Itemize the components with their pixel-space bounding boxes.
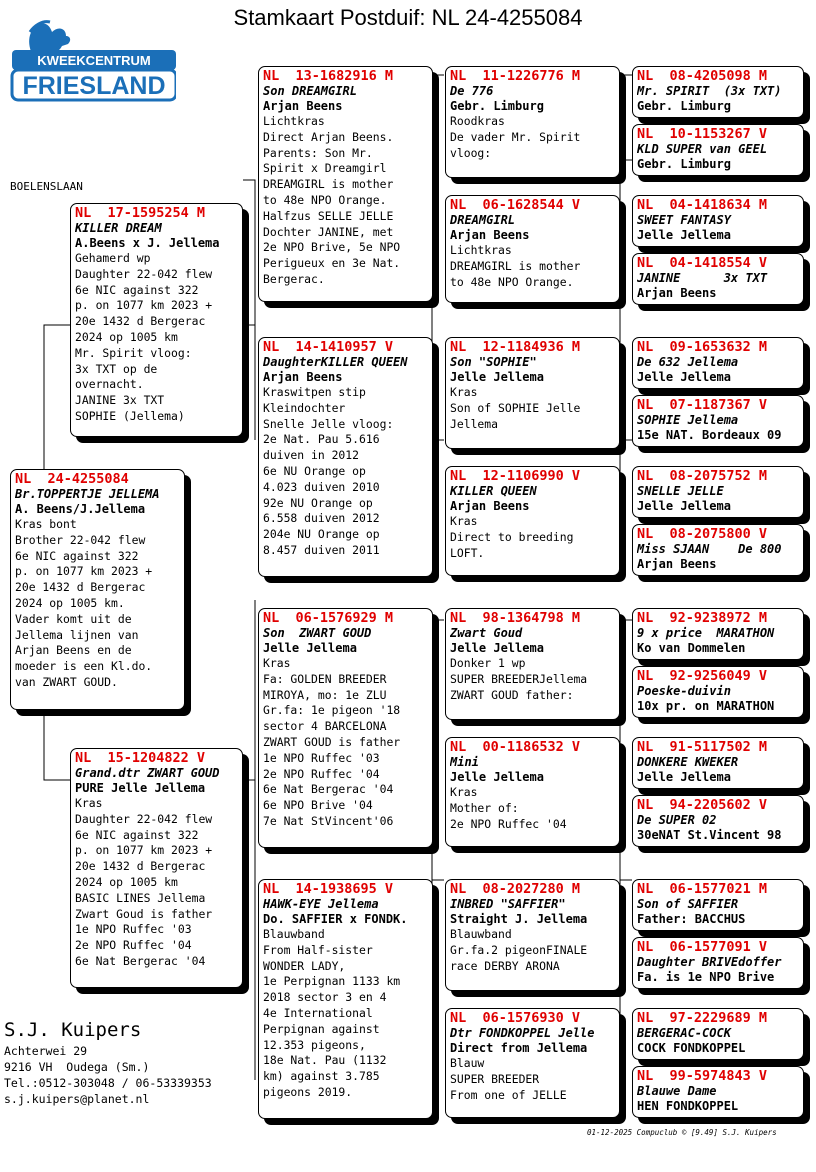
- breeder: Arjan Beens: [637, 286, 717, 300]
- pigeon-name: Br.TOPPERTJE JELLEMA: [15, 487, 160, 501]
- info-line: Blauw: [450, 1056, 485, 1070]
- pigeon-name: INBRED "SAFFIER": [450, 897, 566, 911]
- ring-number: NL 92-9238972 M: [637, 610, 768, 626]
- pedigree-card-g5-5: [632, 337, 804, 389]
- breeder: Fa. is 1e NPO Brive: [637, 970, 775, 984]
- info-line: 7e Nat StVincent'06: [263, 813, 394, 828]
- ring-number: NL 08-2075752 M: [637, 468, 768, 484]
- info-line: ZWART GOUD is father: [263, 734, 401, 749]
- pedigree-card-g5-3: [632, 195, 804, 247]
- breeder: Direct from Jellema: [450, 1041, 588, 1055]
- info-line: DREAMGIRL is mother: [450, 258, 581, 273]
- info-line: Direct Arjan Beens.: [263, 129, 394, 144]
- owner-phone: Tel.:0512-303048 / 06-53339353: [4, 1076, 212, 1090]
- pigeon-name: De SUPER 02: [637, 813, 717, 827]
- info-line: 2e NPO Ruffec '04: [263, 766, 380, 781]
- ring-number: NL 08-2027280 M: [450, 881, 581, 897]
- pigeon-name: Blauwe Dame: [637, 1084, 717, 1098]
- ring-number: NL 06-1577021 M: [637, 881, 768, 897]
- info-line: DREAMGIRL is mother: [263, 177, 394, 192]
- info-line: 1e NPO Ruffec '03: [75, 922, 192, 937]
- pigeon-name: Son DREAMGIRL: [263, 84, 357, 98]
- info-line: Kras: [450, 385, 478, 399]
- info-line: vloog:: [450, 145, 492, 160]
- pigeon-name: KILLER DREAM: [75, 221, 162, 235]
- pedigree-card-g5-10: [632, 666, 804, 718]
- ring-number: NL 15-1204822 V: [75, 750, 206, 766]
- info-line: Daughter 22-042 flew: [75, 266, 213, 281]
- footer-credit: 01-12-2025 Compuclub © [9.49] S.J. Kuipers: [587, 1128, 777, 1137]
- info-line: 20e 1432 d Bergerac: [75, 859, 206, 874]
- info-line: pigeons 2019.: [263, 1084, 353, 1099]
- breeder: Gebr. Limburg: [637, 99, 731, 113]
- info-line: Parents: Son Mr.: [263, 145, 373, 160]
- info-line: 6e Nat Bergerac '04: [75, 953, 206, 968]
- info-line: overnacht.: [75, 377, 144, 392]
- info-line: duiven in 2012: [263, 448, 360, 463]
- breeder: Jelle Jellema: [637, 770, 731, 784]
- info-line: Perpignan against: [263, 1021, 380, 1036]
- ring-number: NL 11-1226776 M: [450, 68, 581, 84]
- info-line: 6e NU Orange op: [263, 463, 366, 478]
- info-line: 2024 op 1005 km: [75, 329, 178, 344]
- info-line: Mother of:: [450, 800, 519, 815]
- pedigree-card-g5-16: [632, 1066, 804, 1118]
- info-line: SUPER BREEDERJellema: [450, 671, 588, 686]
- info-line: Direct to breeding: [450, 529, 574, 544]
- breeder: Arjan Beens: [450, 228, 530, 242]
- info-line: LOFT.: [450, 545, 485, 560]
- info-line: p. on 1077 km 2023 +: [75, 843, 213, 858]
- ring-number: NL 04-1418634 M: [637, 197, 768, 213]
- breeder: A. Beens/J.Jellema: [15, 502, 146, 516]
- pedigree-card-sds: [445, 337, 620, 449]
- ring-number: NL 92-9256049 V: [637, 668, 768, 684]
- info-line: 2024 op 1005 km.: [15, 595, 125, 610]
- pedigree-card-g5-6: [632, 395, 804, 447]
- ring-number: NL 04-1418554 V: [637, 255, 768, 271]
- info-line: 1e NPO Ruffec '03: [263, 750, 380, 765]
- info-line: ZWART GOUD father:: [450, 687, 574, 702]
- breeder: Do. SAFFIER x FONDK.: [263, 912, 408, 926]
- info-line: From one of JELLE: [450, 1087, 567, 1102]
- owner-email: s.j.kuipers@planet.nl: [4, 1092, 150, 1106]
- info-line: Kras bont: [15, 517, 77, 531]
- pedigree-card-g5-9: [632, 608, 804, 660]
- info-line: 6e Nat Bergerac '04: [263, 782, 394, 797]
- pedigree-card-dam: [70, 748, 243, 988]
- info-line: From Half-sister: [263, 942, 373, 957]
- pedigree-card-subject: [10, 469, 185, 710]
- info-line: 2024 op 1005 km: [75, 874, 178, 889]
- info-line: Blauwband: [263, 927, 325, 941]
- info-line: Lichtkras: [263, 114, 325, 128]
- info-line: sector 4 BARCELONA: [263, 719, 387, 734]
- breeder: Jelle Jellema: [263, 641, 357, 655]
- pedigree-card-g5-1: [632, 66, 804, 118]
- breeder: Jelle Jellema: [637, 228, 731, 242]
- info-line: Roodkras: [450, 114, 505, 128]
- info-line: 2e NPO Ruffec '04: [75, 938, 192, 953]
- pedigree-card-ddd: [445, 1008, 620, 1118]
- pigeon-name: De 632 Jellema: [637, 355, 739, 369]
- pedigree-card-g5-14: [632, 937, 804, 989]
- info-line: SOPHIE (Jellema): [75, 408, 185, 423]
- pedigree-card-sire-dam: [258, 337, 433, 577]
- pedigree-card-g5-12: [632, 795, 804, 847]
- ring-number: NL 08-2075800 V: [637, 526, 768, 542]
- pigeon-name: DONKERE KWEKER: [637, 755, 739, 769]
- breeder: 15e NAT. Bordeaux 09: [637, 428, 782, 442]
- info-line: BASIC LINES Jellema: [75, 890, 206, 905]
- ring-number: NL 14-1410957 V: [263, 339, 394, 355]
- info-line: Brother 22-042 flew: [15, 532, 146, 547]
- info-line: Halfzus SELLE JELLE: [263, 208, 394, 223]
- breeder: Gebr. Limburg: [637, 157, 731, 171]
- breeder: HEN FONDKOPPEL: [637, 1099, 739, 1113]
- ring-number: NL 07-1187367 V: [637, 397, 768, 413]
- info-line: Spirit x Dreamgirl: [263, 161, 387, 176]
- info-line: Zwart Goud is father: [75, 906, 213, 921]
- info-line: WONDER LADY,: [263, 958, 346, 973]
- info-line: 18e Nat. Pau (1132: [263, 1053, 387, 1068]
- info-line: 2e NPO Ruffec '04: [450, 816, 567, 831]
- info-line: 2e NPO Brive, 5e NPO: [263, 240, 401, 255]
- pigeon-name: HAWK-EYE Jellema: [263, 897, 379, 911]
- breeder: 10x pr. on MARATHON: [637, 699, 775, 713]
- info-line: 3x TXT op de: [75, 361, 158, 376]
- info-line: 8.457 duiven 2011: [263, 542, 380, 557]
- ring-number: NL 91-5117502 M: [637, 739, 768, 755]
- info-line: 2018 sector 3 en 4: [263, 990, 387, 1005]
- breeder: Jelle Jellema: [637, 370, 731, 384]
- pigeon-name: SWEET FANTASY: [637, 213, 731, 227]
- pigeon-name: Dtr FONDKOPPEL Jelle: [450, 1026, 595, 1040]
- info-line: 6.558 duiven 2012: [263, 511, 380, 526]
- info-line: Arjan Beens en de: [15, 643, 132, 658]
- pedigree-card-dam-dam: [258, 879, 433, 1119]
- breeder: Ko van Dommelen: [637, 641, 746, 655]
- info-line: Kras: [450, 785, 478, 799]
- info-line: Kras: [75, 796, 103, 810]
- pedigree-card-g5-13: [632, 879, 804, 931]
- info-line: SUPER BREEDER: [450, 1071, 540, 1086]
- owner-city: 9216 VH Oudega (Sm.): [4, 1060, 150, 1074]
- breeder: Jelle Jellema: [450, 770, 544, 784]
- info-line: Gr.fa: 1e pigeon '18: [263, 703, 401, 718]
- info-line: 6e NPO Brive '04: [263, 798, 373, 813]
- pedigree-card-sdd: [445, 466, 620, 576]
- breeder: Jelle Jellema: [450, 370, 544, 384]
- pigeon-name: Zwart Goud: [450, 626, 523, 640]
- info-line: 4e International: [263, 1005, 373, 1020]
- pigeon-name: SOPHIE Jellema: [637, 413, 739, 427]
- breeder: Arjan Beens: [263, 99, 343, 113]
- pedigree-card-sire-sire: [258, 66, 433, 302]
- ring-number: NL 08-4205098 M: [637, 68, 768, 84]
- info-line: moeder is een Kl.do.: [15, 659, 153, 674]
- info-line: van ZWART GOUD.: [15, 674, 118, 689]
- info-line: Dochter JANINE, met: [263, 224, 394, 239]
- info-line: 6e NIC against 322: [75, 827, 199, 842]
- info-line: MIROYA, mo: 1e ZLU: [263, 687, 387, 702]
- ring-number: NL 06-1576930 V: [450, 1010, 581, 1026]
- info-line: Donker 1 wp: [450, 656, 526, 670]
- info-line: JANINE 3x TXT: [75, 393, 165, 408]
- breeder: Arjan Beens: [637, 557, 717, 571]
- info-line: 20e 1432 d Bergerac: [15, 580, 146, 595]
- pigeon-name: KILLER QUEEN: [450, 484, 537, 498]
- pedigree-card-dds: [445, 879, 620, 991]
- ring-number: NL 14-1938695 V: [263, 881, 394, 897]
- ring-number: NL 97-2229689 M: [637, 1010, 768, 1026]
- pigeon-name: SNELLE JELLE: [637, 484, 724, 498]
- info-line: Blauwband: [450, 927, 512, 941]
- info-line: Mr. Spirit vloog:: [75, 345, 192, 360]
- info-line: Jellema lijnen van: [15, 627, 139, 642]
- info-line: Son of SOPHIE Jelle: [450, 400, 581, 415]
- pedigree-card-sire: [70, 203, 243, 437]
- pigeon-name: Grand.dtr ZWART GOUD: [75, 766, 220, 780]
- breeder: 30eNAT St.Vincent 98: [637, 828, 782, 842]
- pedigree-card-g5-8: [632, 524, 804, 576]
- breeder: Father: BACCHUS: [637, 912, 746, 926]
- info-line: Kraswitpen stip: [263, 385, 366, 399]
- pedigree-card-sss: [445, 66, 620, 178]
- ring-number: NL 98-1364798 M: [450, 610, 581, 626]
- pedigree-card-dss: [445, 608, 620, 720]
- info-line: 92e NU Orange op: [263, 495, 373, 510]
- ring-number: NL 12-1184936 M: [450, 339, 581, 355]
- pigeon-name: DREAMGIRL: [450, 213, 516, 227]
- info-line: Kras: [450, 514, 478, 528]
- ring-number: NL 17-1595254 M: [75, 205, 206, 221]
- info-line: Gr.fa.2 pigeonFINALE: [450, 942, 588, 957]
- loft-name: BOELENSLAAN: [10, 180, 83, 193]
- pigeon-name: Son "SOPHIE": [450, 355, 537, 369]
- ring-number: NL 10-1153267 V: [637, 126, 768, 142]
- info-line: Kras: [263, 656, 291, 670]
- pedigree-card-g5-2: [632, 124, 804, 176]
- ring-number: NL 99-5974843 V: [637, 1068, 768, 1084]
- breeder: PURE Jelle Jellema: [75, 781, 206, 795]
- info-line: to 48e NPO Orange.: [263, 192, 387, 207]
- pigeon-name: Poeske-duivin: [637, 684, 731, 698]
- info-line: 4.023 duiven 2010: [263, 479, 380, 494]
- info-line: Fa: GOLDEN BREEDER: [263, 671, 387, 686]
- pedigree-card-g5-11: [632, 737, 804, 789]
- pigeon-name: Mini: [450, 755, 479, 769]
- breeder: Arjan Beens: [450, 499, 530, 513]
- info-line: Daughter 22-042 flew: [75, 811, 213, 826]
- pedigree-card-ssd: [445, 195, 620, 303]
- info-line: 2e Nat. Pau 5.616: [263, 432, 380, 447]
- info-line: Bergerac.: [263, 271, 325, 286]
- pigeon-name: 9 x price MARATHON: [637, 626, 775, 640]
- breeder: Arjan Beens: [263, 370, 343, 384]
- pedigree-card-dam-sire: [258, 608, 433, 848]
- info-line: 6e NIC against 322: [75, 282, 199, 297]
- pedigree-card-g5-4: [632, 253, 804, 305]
- pigeon-name: BERGERAC-COCK: [637, 1026, 731, 1040]
- breeder: COCK FONDKOPPEL: [637, 1041, 746, 1055]
- breeder: Gebr. Limburg: [450, 99, 544, 113]
- info-line: 12.353 pigeons,: [263, 1037, 366, 1052]
- info-line: p. on 1077 km 2023 +: [15, 564, 153, 579]
- pigeon-name: Miss SJAAN De 800: [637, 542, 782, 556]
- owner-address: Achterwei 29: [4, 1044, 88, 1058]
- pigeon-name: De 776: [450, 84, 494, 98]
- info-line: Lichtkras: [450, 243, 512, 257]
- ring-number: NL 24-4255084: [15, 471, 129, 487]
- info-line: Kleindochter: [263, 400, 346, 415]
- pigeon-name: Son ZWART GOUD: [263, 626, 372, 640]
- ring-number: NL 06-1628544 V: [450, 197, 581, 213]
- info-line: De vader Mr. Spirit: [450, 129, 581, 144]
- info-line: 20e 1432 d Bergerac: [75, 314, 206, 329]
- ring-number: NL 94-2205602 V: [637, 797, 768, 813]
- info-line: Vader komt uit de: [15, 611, 132, 626]
- info-line: p. on 1077 km 2023 +: [75, 298, 213, 313]
- page-title: Stamkaart Postduif: NL 24-4255084: [233, 5, 583, 30]
- breeder: Jelle Jellema: [450, 641, 544, 655]
- pedigree-card-g5-15: [632, 1008, 804, 1060]
- ring-number: NL 06-1576929 M: [263, 610, 394, 626]
- pigeon-name: JANINE 3x TXT: [637, 271, 768, 285]
- pigeon-name: Son of SAFFIER: [637, 897, 739, 911]
- pigeon-name: Daughter BRIVEdoffer: [637, 955, 782, 969]
- info-line: Gehamerd wp: [75, 251, 151, 265]
- breeder: A.Beens x J. Jellema: [75, 236, 220, 250]
- ring-number: NL 13-1682916 M: [263, 68, 394, 84]
- pigeon-name: DaughterKILLER QUEEN: [263, 355, 408, 369]
- pigeon-name: Mr. SPIRIT (3x TXT): [637, 84, 782, 98]
- pedigree-card-g5-7: [632, 466, 804, 518]
- ring-number: NL 06-1577091 V: [637, 939, 768, 955]
- ring-number: NL 00-1186532 V: [450, 739, 581, 755]
- info-line: Snelle Jelle vloog:: [263, 416, 394, 431]
- info-line: 6e NIC against 322: [15, 548, 139, 563]
- breeder: Jelle Jellema: [637, 499, 731, 513]
- info-line: km) against 3.785: [263, 1069, 380, 1084]
- info-line: 204e NU Orange op: [263, 527, 380, 542]
- pedigree-card-dsd: [445, 737, 620, 847]
- info-line: Perigueux en 3e Nat.: [263, 256, 401, 271]
- owner-name: S.J. Kuipers: [4, 1019, 142, 1041]
- svg-text:FRIESLAND: FRIESLAND: [22, 72, 166, 100]
- pigeon-name: KLD SUPER van GEEL: [637, 142, 768, 156]
- ring-number: NL 09-1653632 M: [637, 339, 768, 355]
- info-line: 1e Perpignan 1133 km: [263, 974, 401, 989]
- svg-text:KWEEKCENTRUM: KWEEKCENTRUM: [37, 53, 151, 68]
- breeder: Straight J. Jellema: [450, 912, 588, 926]
- info-line: race DERBY ARONA: [450, 958, 560, 973]
- info-line: Jellema: [450, 416, 499, 431]
- info-line: to 48e NPO Orange.: [450, 274, 574, 289]
- ring-number: NL 12-1106990 V: [450, 468, 581, 484]
